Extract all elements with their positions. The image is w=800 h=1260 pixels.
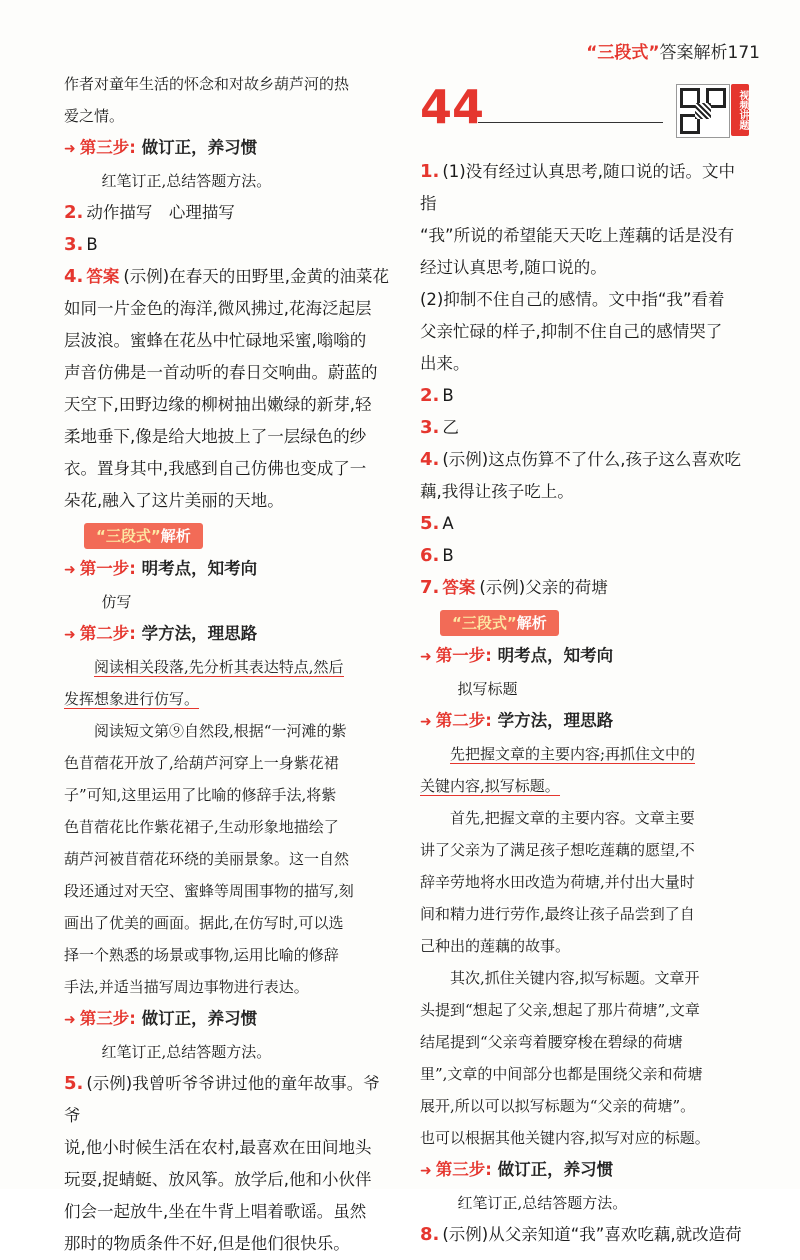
text-line: 藕,我得让孩子吃上。 [420, 482, 574, 501]
text-line: 经过认真思考,随口说的。 [420, 258, 607, 277]
handwritten-note: 红笔订正,总结答题方法。 [101, 172, 272, 190]
answer-item: 2. B [420, 385, 454, 406]
step-heading: ➜ 第二步: 学方法，理思路 [420, 711, 614, 730]
header-brand: “三段式” [586, 43, 660, 63]
arrow-icon: ➜ [64, 627, 76, 643]
answer-item: 7. 答案 (示例)父亲的荷塘 [420, 577, 608, 598]
answer-item: 3. B [64, 234, 98, 255]
handwritten-note: 红笔订正,总结答题方法。 [101, 1043, 272, 1061]
text-line: 那时的物质条件不好,但是他们很快乐。 [64, 1234, 350, 1253]
answer-item: 5. A [420, 513, 454, 534]
answer-item: 2. 动作描写 心理描写 [64, 202, 235, 223]
text-line: “我”所说的希望能天天吃上莲藕的话是没有 [420, 226, 735, 245]
handwritten-note: 红笔订正,总结答题方法。 [457, 1194, 628, 1212]
page-header [586, 38, 760, 63]
left-column [64, 68, 394, 1260]
handwritten-note: 也可以根据其他关键内容,拟写对应的标题。 [420, 1129, 710, 1147]
header-title: 答案解析 [659, 43, 728, 63]
step-heading: ➜ 第三步: 做订正，养习惯 [64, 1009, 258, 1028]
qr-code-icon[interactable] [676, 84, 730, 138]
handwritten-note: 手法,并适当描写周边事物进行表达。 [64, 978, 309, 996]
step-heading: ➜ 第一步: 明考点，知考向 [64, 559, 258, 578]
handwritten-note: 阅读短文第⑨自然段,根据“一河滩的紫 [94, 722, 347, 740]
handwritten-note: 关键内容,拟写标题。 [420, 777, 560, 795]
answer-item: 6. B [420, 545, 454, 566]
handwritten-note: 结尾提到“父亲弯着腰穿梭在碧绿的荷塘 [420, 1033, 683, 1051]
analysis-badge: “三段式”解析 [84, 523, 203, 549]
answer-item: 8. (示例)从父亲知道“我”喜欢吃藕,就改造荷 [420, 1224, 742, 1245]
handwritten-note: 里”,文章的中间部分也都是围绕父亲和荷塘 [420, 1065, 703, 1083]
handwritten-note: 己种出的莲藕的故事。 [420, 937, 571, 955]
video-tag[interactable]: 视频讲题 [731, 84, 749, 136]
answer-item: 4. (示例)这点伤算不了什么,孩子这么喜欢吃 [420, 449, 741, 470]
answer-item: 3. 乙 [420, 417, 459, 438]
text-line: 爱之情。 [64, 107, 125, 125]
answer-item: 5. (示例)我曾听爷爷讲过他的童年故事。爷爷 [64, 1073, 380, 1125]
text-line: 柔地垂下,像是给大地披上了一层绿色的纱 [64, 427, 367, 446]
page-number: 171 [727, 43, 760, 63]
handwritten-note: 择一个熟悉的场景或事物,运用比喻的修辞 [64, 946, 339, 964]
analysis-badge: “三段式”解析 [440, 610, 559, 636]
text-line: 出来。 [420, 354, 470, 373]
divider-line [478, 122, 663, 123]
handwritten-note: 拟写标题 [457, 680, 518, 698]
text-line: 如同一片金色的海洋,微风拂过,花海泛起层 [64, 299, 372, 318]
text-line: 层波浪。蜜蜂在花丛中忙碌地采蜜,嗡嗡的 [64, 331, 367, 350]
handwritten-note: 先把握文章的主要内容;再抓住文中的 [450, 745, 696, 763]
step-heading: ➜ 第三步: 做订正，养习惯 [64, 138, 258, 157]
answer-item: 1. (1)没有经过认真思考,随口说的话。文中指 [420, 161, 735, 213]
text-line: 们会一起放牛,坐在牛背上唱着歌谣。虽然 [64, 1202, 367, 1221]
arrow-icon: ➜ [420, 649, 432, 665]
handwritten-note: 辞辛劳地将水田改造为荷塘,并付出大量时 [420, 873, 695, 891]
arrow-icon: ➜ [64, 1012, 76, 1028]
text-line: 说,他小时候生活在农村,最喜欢在田间地头 [64, 1138, 372, 1157]
handwritten-note: 阅读相关段落,先分析其表达特点,然后 [94, 658, 344, 676]
arrow-icon: ➜ [64, 562, 76, 578]
handwritten-note: 展开,所以可以拟写标题为“父亲的荷塘”。 [420, 1097, 696, 1115]
step-heading: ➜ 第三步: 做订正，养习惯 [420, 1160, 614, 1179]
handwritten-note: 首先,把握文章的主要内容。文章主要 [450, 809, 695, 827]
handwritten-note: 子”可知,这里运用了比喻的修辞手法,将紫 [64, 786, 337, 804]
handwritten-note: 发挥想象进行仿写。 [64, 690, 200, 708]
right-column [420, 156, 750, 1251]
step-heading: ➜ 第二步: 学方法，理思路 [64, 624, 258, 643]
qr-pattern [695, 103, 711, 119]
handwritten-note: 色苜蓿花开放了,给葫芦河穿上一身紫花裙 [64, 754, 339, 772]
handwritten-note: 讲了父亲为了满足孩子想吃莲藕的愿望,不 [420, 841, 695, 859]
handwritten-note: 画出了优美的画面。据此,在仿写时,可以选 [64, 914, 344, 932]
text-line: 衣。置身其中,我感到自己仿佛也变成了一 [64, 459, 367, 478]
step-heading: ➜ 第一步: 明考点，知考向 [420, 646, 614, 665]
answer-item: 4. 答案 (示例)在春天的田野里,金黄的油菜花 [64, 266, 389, 287]
text-line: 朵花,融入了这片美丽的天地。 [64, 491, 284, 510]
handwritten-note: 头提到“想起了父亲,想起了那片荷塘”,文章 [420, 1001, 700, 1019]
arrow-icon: ➜ [64, 141, 76, 157]
text-line: 玩耍,捉蜻蜓、放风筝。放学后,他和小伙伴 [64, 1170, 372, 1189]
handwritten-note: 间和精力进行劳作,最终让孩子品尝到了自 [420, 905, 695, 923]
arrow-icon: ➜ [420, 1163, 432, 1179]
text-line: 天空下,田野边缘的柳树抽出嫩绿的新芽,轻 [64, 395, 372, 414]
handwritten-note: 葫芦河被苜蓿花环绕的美丽景象。这一自然 [64, 850, 350, 868]
question-set-number: 44 [420, 80, 485, 134]
handwritten-note: 段还通过对天空、蜜蜂等周围事物的描写,刻 [64, 882, 354, 900]
text-line: 作者对童年生活的怀念和对故乡葫芦河的热 [64, 75, 350, 93]
handwritten-note: 其次,抓住关键内容,拟写标题。文章开 [450, 969, 700, 987]
arrow-icon: ➜ [420, 714, 432, 730]
handwritten-note: 色苜蓿花比作紫花裙子,生动形象地描绘了 [64, 818, 339, 836]
text-line: (2)抑制不住自己的感情。文中指“我”看着 [420, 290, 725, 309]
text-line: 声音仿佛是一首动听的春日交响曲。蔚蓝的 [64, 363, 378, 382]
handwritten-note: 仿写 [101, 593, 132, 611]
text-line: 父亲忙碌的样子,抑制不住自己的感情哭了 [420, 322, 723, 341]
